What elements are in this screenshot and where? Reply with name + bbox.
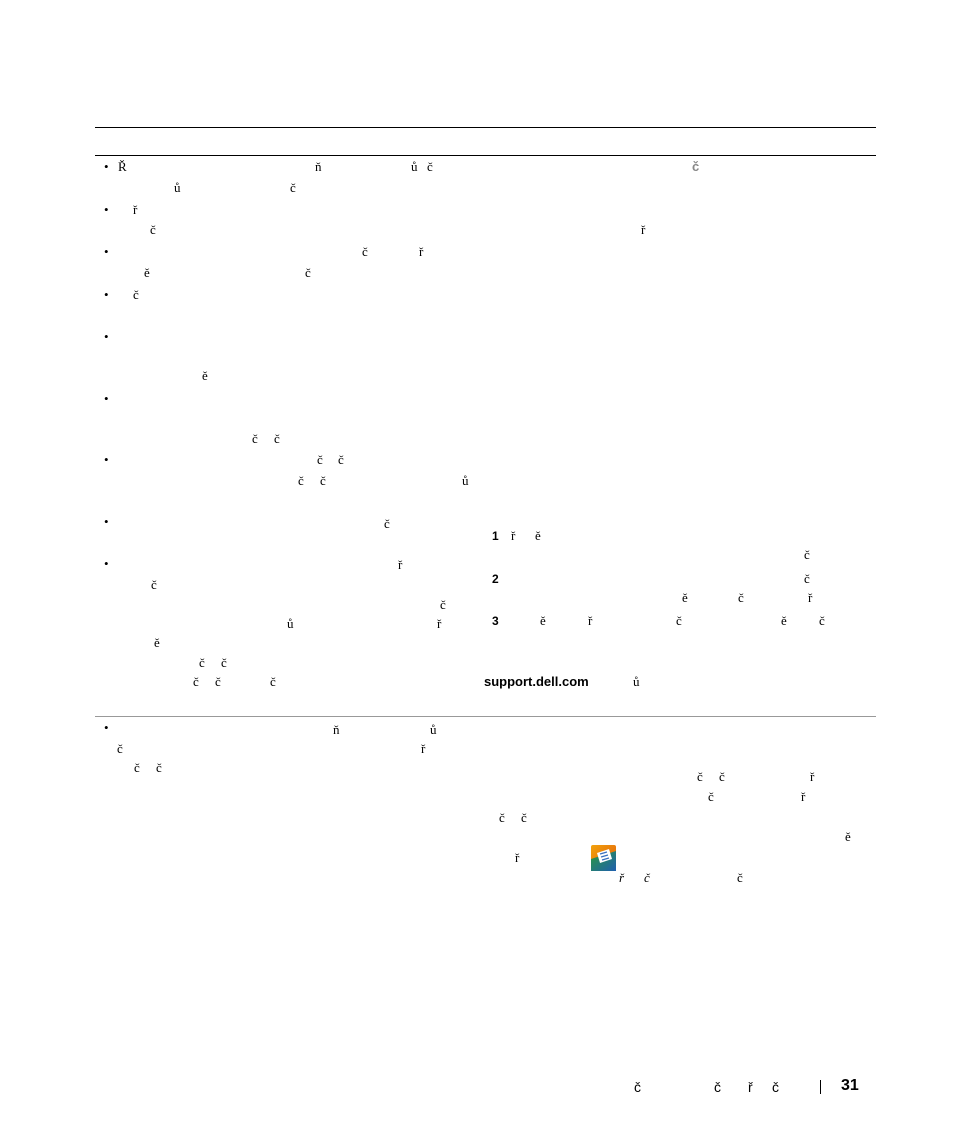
glyph: ř xyxy=(133,202,138,217)
glyph: ř xyxy=(511,528,516,543)
bullet-6: • xyxy=(104,391,109,406)
bullet-10: • xyxy=(104,720,109,735)
top-rule xyxy=(95,127,876,128)
glyph: č xyxy=(117,741,123,756)
glyph: č xyxy=(150,222,156,237)
glyph: č xyxy=(384,516,390,531)
glyph: č xyxy=(738,590,744,605)
bullet-7: • xyxy=(104,452,109,467)
glyph: ě xyxy=(845,829,851,844)
bullet-4: • xyxy=(104,287,109,302)
glyph: č xyxy=(676,613,682,628)
table-header-rule xyxy=(95,155,876,156)
glyph: č xyxy=(270,674,276,689)
bullet-3: • xyxy=(104,244,109,259)
step-number-2: 2 xyxy=(492,572,499,586)
glyph: č xyxy=(156,760,162,775)
glyph: č xyxy=(151,577,157,592)
glyph: č xyxy=(193,674,199,689)
glyph: č xyxy=(199,655,205,670)
footer-glyph: č xyxy=(634,1079,641,1095)
glyph: ř xyxy=(398,557,403,572)
glyph: ů xyxy=(633,674,640,689)
glyph: ů xyxy=(174,180,181,195)
glyph: č xyxy=(708,789,714,804)
glyph: ř xyxy=(810,769,815,784)
glyph: ě xyxy=(144,265,150,280)
glyph: ů xyxy=(462,473,469,488)
glyph: ě xyxy=(202,368,208,383)
glyph: č xyxy=(134,760,140,775)
bullet-8: • xyxy=(104,514,109,529)
glyph: ň xyxy=(333,722,340,737)
glyph: ř xyxy=(619,870,625,885)
glyph: č xyxy=(317,452,323,467)
glyph: ě xyxy=(535,528,541,543)
bullet-5: • xyxy=(104,329,109,344)
glyph: ř xyxy=(419,244,424,259)
glyph: ů xyxy=(287,616,294,631)
glyph: ř xyxy=(808,590,813,605)
glyph: ř xyxy=(641,222,646,237)
glyph: ň xyxy=(315,159,322,174)
glyph: č xyxy=(521,810,527,825)
glyph: č xyxy=(427,159,433,174)
glyph: č xyxy=(338,452,344,467)
glyph: č xyxy=(440,597,446,612)
dell-diagnostics-icon[interactable] xyxy=(591,845,616,871)
step-number-3: 3 xyxy=(492,614,499,628)
glyph: č xyxy=(274,431,280,446)
glyph: ř xyxy=(421,741,426,756)
bullet-1: • xyxy=(104,159,109,174)
glyph: ř xyxy=(437,616,442,631)
glyph: ř xyxy=(801,789,806,804)
step-number-1: 1 xyxy=(492,529,499,543)
glyph: č xyxy=(362,244,368,259)
glyph: ě xyxy=(781,613,787,628)
footer-divider xyxy=(820,1080,821,1094)
glyph: č xyxy=(719,769,725,784)
section-divider-rule xyxy=(95,716,876,717)
glyph: č xyxy=(804,571,810,586)
footer-glyph: č xyxy=(714,1079,721,1095)
glyph: Ř xyxy=(118,159,127,174)
glyph: č xyxy=(737,870,743,885)
page-number: 31 xyxy=(841,1077,859,1094)
glyph: č xyxy=(290,180,296,195)
glyph: ů xyxy=(430,722,437,737)
glyph: ř xyxy=(515,850,520,865)
bullet-9: • xyxy=(104,556,109,571)
footer-glyph: ř xyxy=(748,1079,753,1095)
glyph: č xyxy=(819,613,825,628)
glyph: č xyxy=(804,547,810,562)
glyph-highlight: č xyxy=(692,159,700,174)
glyph: č xyxy=(215,674,221,689)
glyph: č xyxy=(697,769,703,784)
glyph: č xyxy=(221,655,227,670)
glyph: ě xyxy=(154,635,160,650)
glyph: ř xyxy=(588,613,593,628)
glyph: ě xyxy=(540,613,546,628)
glyph: č xyxy=(499,810,505,825)
glyph: ů xyxy=(411,159,418,174)
bullet-2: • xyxy=(104,202,109,217)
footer-glyph: č xyxy=(772,1079,779,1095)
glyph: č xyxy=(644,870,650,885)
glyph: č xyxy=(320,473,326,488)
support-link[interactable]: support.dell.com xyxy=(484,674,589,689)
glyph: č xyxy=(252,431,258,446)
glyph: ě xyxy=(682,590,688,605)
glyph: č xyxy=(305,265,311,280)
glyph: č xyxy=(133,287,139,302)
glyph: č xyxy=(298,473,304,488)
